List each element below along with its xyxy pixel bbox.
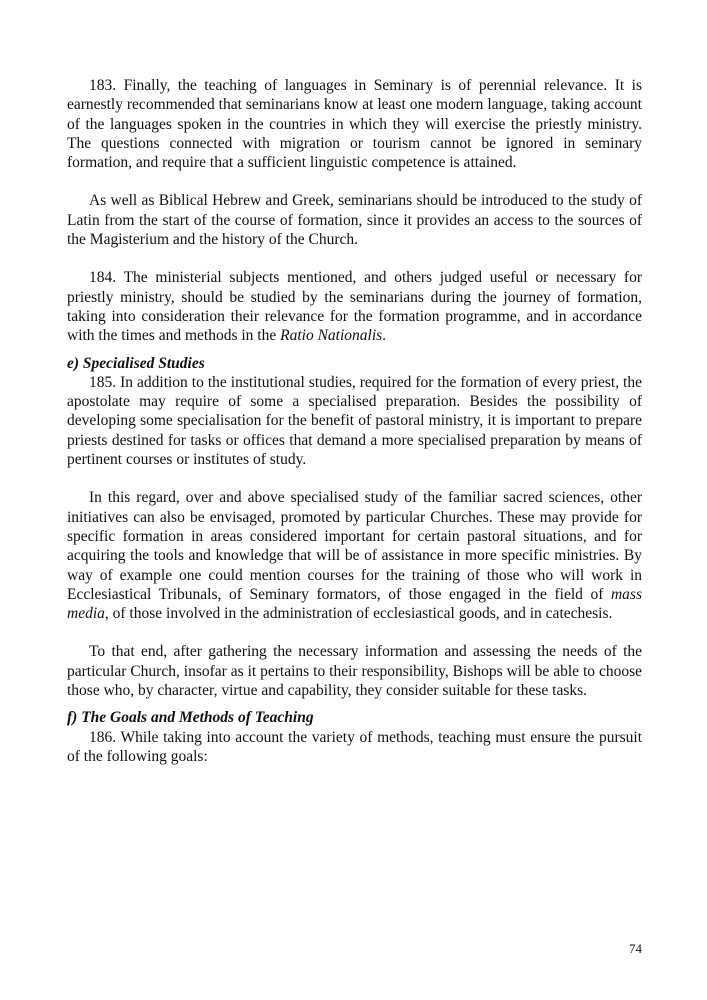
paragraph-184-text: 184. The ministerial subjects mentioned, and others judged useful or necessary for priestly ministry, should be studied by the seminarians during the journey of formation, taking into consideration their relevance for the formation programme, and in accordance with the times and methods in the xyxy=(67,269,642,345)
document-body xyxy=(67,76,642,766)
paragraph-183-latin: As well as Biblical Hebrew and Greek, seminarians should be introduced to the study of Latin from the start of the course of formation, since it provides an access to the sources of the Magisterium and the history of the Church. xyxy=(67,192,642,249)
paragraph-184-end: . xyxy=(382,327,387,345)
paragraph-185: 185. In addition to the institutional studies, required for the formation of every priest, the apostolate may require of some a specialised preparation. Besides the possibility of developing some specialisation for the benefit of pastoral ministry, it is important to prepare priests destined for tasks or offices that demand a more specialised preparation by means of pertinent courses or institutes of study. xyxy=(67,373,642,469)
paragraph-186: 186. While taking into account the variety of methods, teaching must ensure the pursuit of the following goals: xyxy=(67,728,642,765)
mass-media-term: mass media xyxy=(67,585,642,623)
paragraph-gap xyxy=(67,172,642,191)
paragraph-gap xyxy=(67,346,642,354)
paragraph-185-initiatives xyxy=(67,488,642,623)
paragraph-184 xyxy=(67,268,642,345)
paragraph-gap xyxy=(67,623,642,642)
paragraph-185-initiatives-end: , of those involved in the administration of ecclesiastical goods, and in catechesis. xyxy=(104,605,613,623)
paragraph-185-initiatives-text: In this regard, over and above specialised study of the familiar sacred sciences, other initiatives can also be envisaged, promoted by particular Churches. These may provide for specific formation in areas considered important for certain pastoral situations, and for acquiring the tools and knowledge that will be of assistance in more specific ministries. By way of example one could mention courses for the training of those who will work in Ecclesiastical Tribunals, of Seminary formators, of those engaged in the field of xyxy=(67,489,642,603)
paragraph-gap xyxy=(67,700,642,708)
paragraph-gap xyxy=(67,249,642,268)
section-heading-goals-methods: f) The Goals and Methods of Teaching xyxy=(67,709,314,727)
paragraph-185-bishops: To that end, after gathering the necessary information and assessing the needs of the particular Church, insofar as it pertains to their responsibility, Bishops will be able to choose those who, by character, virtue and capability, they consider suitable for these tasks. xyxy=(67,643,642,700)
paragraph-183: 183. Finally, the teaching of languages in Seminary is of perennial relevance. It is earnestly recommended that seminarians know at least one modern language, taking account of the languages spoken in the countries in which they will exercise the priestly ministry. The questions connected with migration or tourism cannot be ignored in seminary formation, and require that a sufficient linguistic competence is attained. xyxy=(67,77,642,172)
paragraph-gap xyxy=(67,469,642,488)
section-heading-specialised-studies: e) Specialised Studies xyxy=(67,354,205,372)
page-number: 74 xyxy=(629,941,642,956)
ratio-nationalis-title: Ratio Nationalis xyxy=(280,327,383,345)
